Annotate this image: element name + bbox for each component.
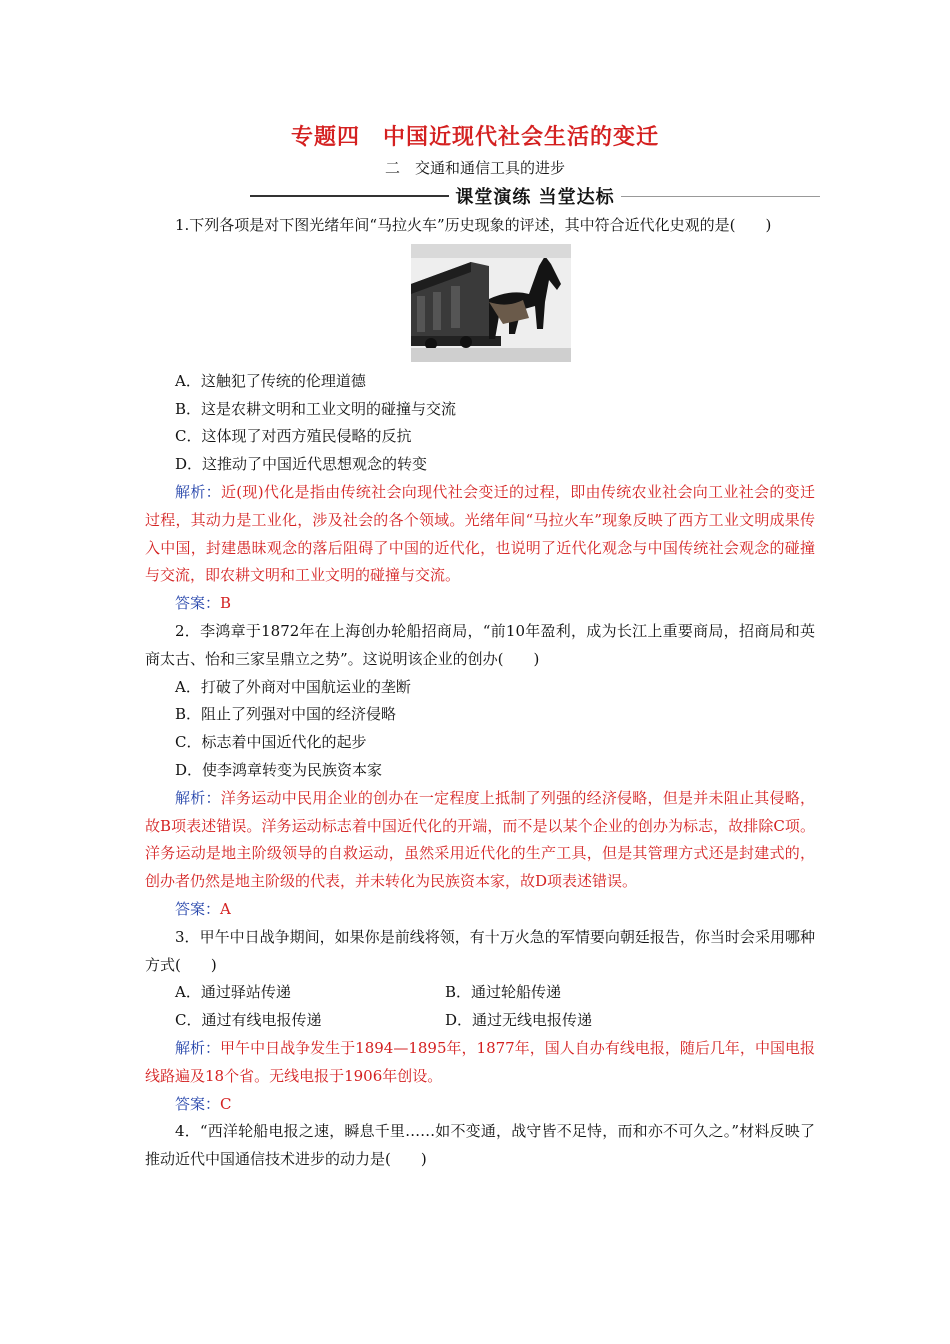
question-3-options-row-2 — [145, 1007, 815, 1035]
question-1-option-c: C．这体现了对西方殖民侵略的反抗 — [175, 427, 412, 446]
question-3-option-b: B．通过轮船传递 — [445, 983, 562, 1002]
question-3-stem: 3．甲午中日战争期间，如果你是前线将领，有十万火急的军情要向朝廷报告，你当时会采用哪种方式( ) — [145, 927, 815, 974]
answer-value: B — [220, 594, 232, 613]
question-2-analysis — [145, 785, 815, 896]
question-3-option-a: A．通过驿站传递 — [175, 983, 291, 1002]
question-2-option-b: B．阻止了列强对中国的经济侵略 — [175, 705, 397, 724]
analysis-text: 近(现)代化是指由传统社会向现代社会变迁的过程，即由传统农业社会向工业社会的变迁过程，其动力是工业化，涉及社会的各个领域。光绪年间“马拉火车”现象反映了西方工业文明成果传入中国，封建愚昧观念的落后阻碍了中国的近代化，也说明了近代化观念与中国传统社会观念的碰撞与交流，即农耕文明和工业文明的碰撞与交流。 — [145, 482, 815, 585]
banner-text: 课堂演练 当堂达标 — [455, 187, 615, 208]
question-3-answer — [145, 1091, 815, 1119]
question-2-stem: 2．李鸿章于1872年在上海创办轮船招商局，“前10年盈利，成为长江上重要商局，招商局和英商太古、怡和三家呈鼎立之势”。这说明该企业的创办( ) — [145, 621, 815, 668]
page-title: 专题四 中国近现代社会生活的变迁 — [290, 125, 659, 150]
question-2-option-a: A．打破了外商对中国航运业的垄断 — [175, 677, 411, 696]
document-body — [145, 212, 815, 1174]
question-4-stem: 4．“西洋轮船电报之速，瞬息千里……如不变通，战守皆不足恃，而和亦不可久之。”材料反映了推动近代中国通信技术进步的动力是( ) — [145, 1122, 815, 1169]
answer-value: C — [220, 1094, 232, 1113]
question-1-stem: 1.下列各项是对下图光绪年间“马拉火车”历史现象的评述，其中符合近代化史观的是( ) — [175, 216, 772, 234]
banner-rule-left — [250, 195, 449, 197]
question-2-option-d: D．使李鸿章转变为民族资本家 — [175, 760, 383, 779]
question-1-answer — [145, 590, 815, 618]
question-1-option-a: A．这触犯了传统的伦理道德 — [175, 371, 366, 390]
question-3-options-row-1 — [145, 979, 815, 1007]
analysis-text: 甲午中日战争发生于1894—1895年，1877年，国人自办有线电报，随后几年，中国电报线路遍及18个省。无线电报于1906年创设。 — [145, 1038, 815, 1085]
analysis-text: 洋务运动中民用企业的创办在一定程度上抵制了列强的经济侵略，但是并未阻止其侵略，故B项表述错误。洋务运动标志着中国近代化的开端，而不是以某个企业的创办为标志，故排除C项。洋务运动是地主阶级领导的自救运动，虽然采用近代化的生产工具，但是其管理方式还是封建式的，创办者仍然是地主阶级的代表，并未转化为民族资本家，故D项表述错误。 — [145, 788, 815, 891]
section-banner — [250, 181, 820, 211]
horse-train-image — [411, 244, 571, 362]
analysis-label: 解析： — [175, 1038, 221, 1057]
analysis-label: 解析： — [175, 788, 221, 807]
question-1-option-d: D．这推动了中国近代思想观念的转变 — [175, 455, 428, 474]
section-subtitle: 二 交通和通信工具的进步 — [384, 159, 565, 177]
answer-label: 答案： — [175, 1094, 221, 1113]
question-2-option-c: C．标志着中国近代化的起步 — [175, 733, 367, 752]
answer-value: A — [220, 899, 231, 918]
question-1-analysis — [145, 479, 815, 590]
question-3-option-c: C．通过有线电报传递 — [175, 1011, 322, 1030]
horse-train-photo — [411, 244, 571, 362]
question-3-option-d: D．通过无线电报传递 — [445, 1011, 593, 1030]
question-2-answer — [145, 896, 815, 924]
question-1-option-b: B．这是农耕文明和工业文明的碰撞与交流 — [175, 399, 457, 418]
analysis-label: 解析： — [175, 482, 221, 501]
question-3-analysis — [145, 1035, 815, 1091]
answer-label: 答案： — [175, 899, 221, 918]
answer-label: 答案： — [175, 594, 221, 613]
banner-rule-right — [621, 196, 820, 197]
